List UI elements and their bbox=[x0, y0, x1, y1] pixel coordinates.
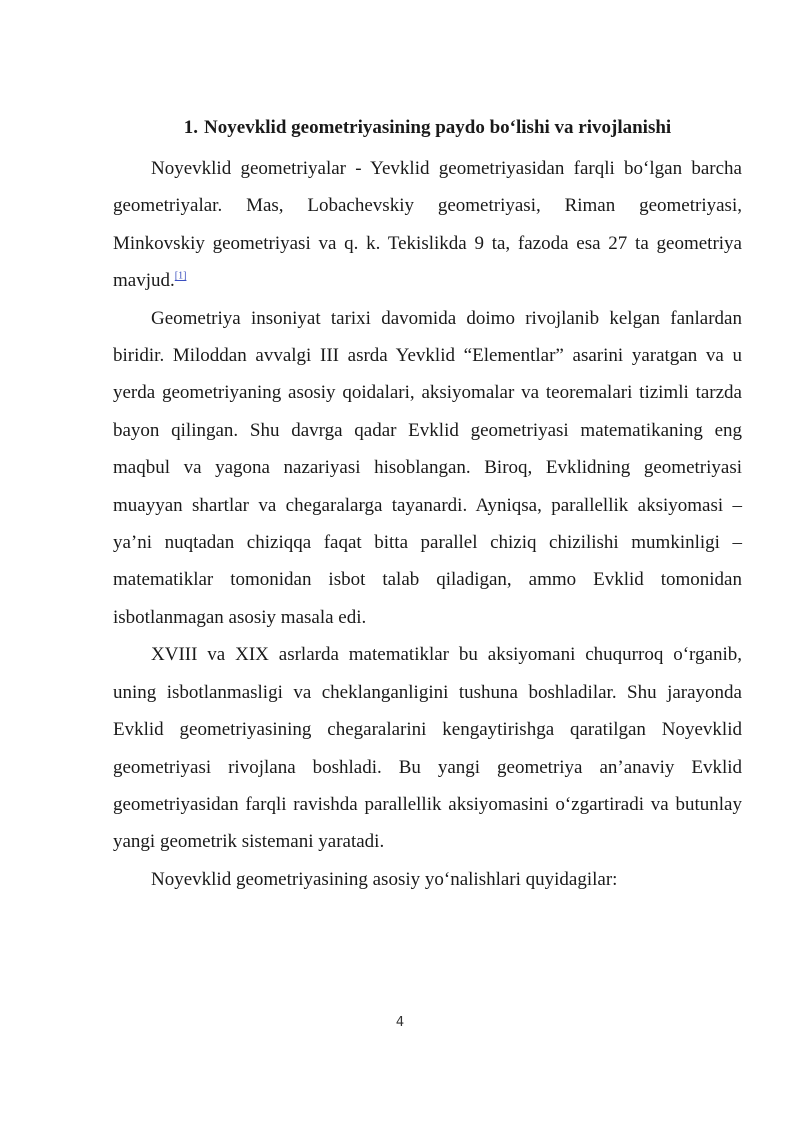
section-number: 1. bbox=[183, 117, 199, 138]
body-text bbox=[113, 150, 742, 898]
page-number: 4 bbox=[395, 1015, 405, 1030]
footnote-link[interactable]: [1] bbox=[174, 270, 187, 282]
section-heading bbox=[113, 113, 742, 143]
paragraph-text: Noyevklid geometriyalar - Yevklid geometriyasidan farqli boʻlgan barcha geometriyalar. Mas, Lobachevskiy geometriyasi, Riman geometriyasi, Minkovskiy geometriyasi va q. k. Tekislikda 9 ta, fazoda esa 27 ta geometriya mavjud. bbox=[113, 158, 742, 292]
paragraph-text: XVIII va XIX asrlarda matematiklar bu aksiyomani chuqurroq oʻrganib, uning isbotlanmasligi va cheklanganligini tushuna boshladilar. Shu jarayonda Evklid geometriyasining chegaralarini kengaytirishga qaratilgan Noyevklid geometriyasi rivojlana boshladi. Bu yangi geometriya an’anaviy Evklid geometriyasidan farqli ravishda parallellik aksiyomasini oʻzgartiradi va butunlay yangi geometrik sistemani yaratadi. bbox=[113, 644, 742, 853]
paragraph-text: Noyevklid geometriyasining asosiy yoʻnalishlari quyidagilar: bbox=[151, 868, 618, 890]
section-title: Noyevklid geometriyasining paydo boʻlishi va rivojlanishi bbox=[204, 117, 672, 138]
paragraph bbox=[113, 150, 742, 300]
paragraph bbox=[113, 861, 742, 898]
paragraph bbox=[113, 300, 742, 637]
paragraph-text: Geometriya insoniyat tarixi davomida doimo rivojlanib kelgan fanlardan biridir. Miloddan avvalgi III asrda Yevklid “Elementlar” asarini yaratgan va u yerda geometriyaning asosiy qoidalari, aksiyomalar va teoremalari tizimli tarzda bayon qilingan. Shu davrga qadar Evklid geometriyasi matematikaning eng maqbul va yagona nazariyasi hisoblangan. Biroq, Evklidning geometriyasi muayyan shartlar va chegaralarga tayanardi. Ayniqsa, parallellik aksiyomasi – ya’ni nuqtadan chiziqqa faqat bitta parallel chiziq chizilishi mumkinligi – matematiklar tomonidan isbot talab qiladigan, ammo Evklid tomonidan isbotlanmagan asosiy masala edi. bbox=[113, 307, 742, 628]
paragraph bbox=[113, 636, 742, 860]
